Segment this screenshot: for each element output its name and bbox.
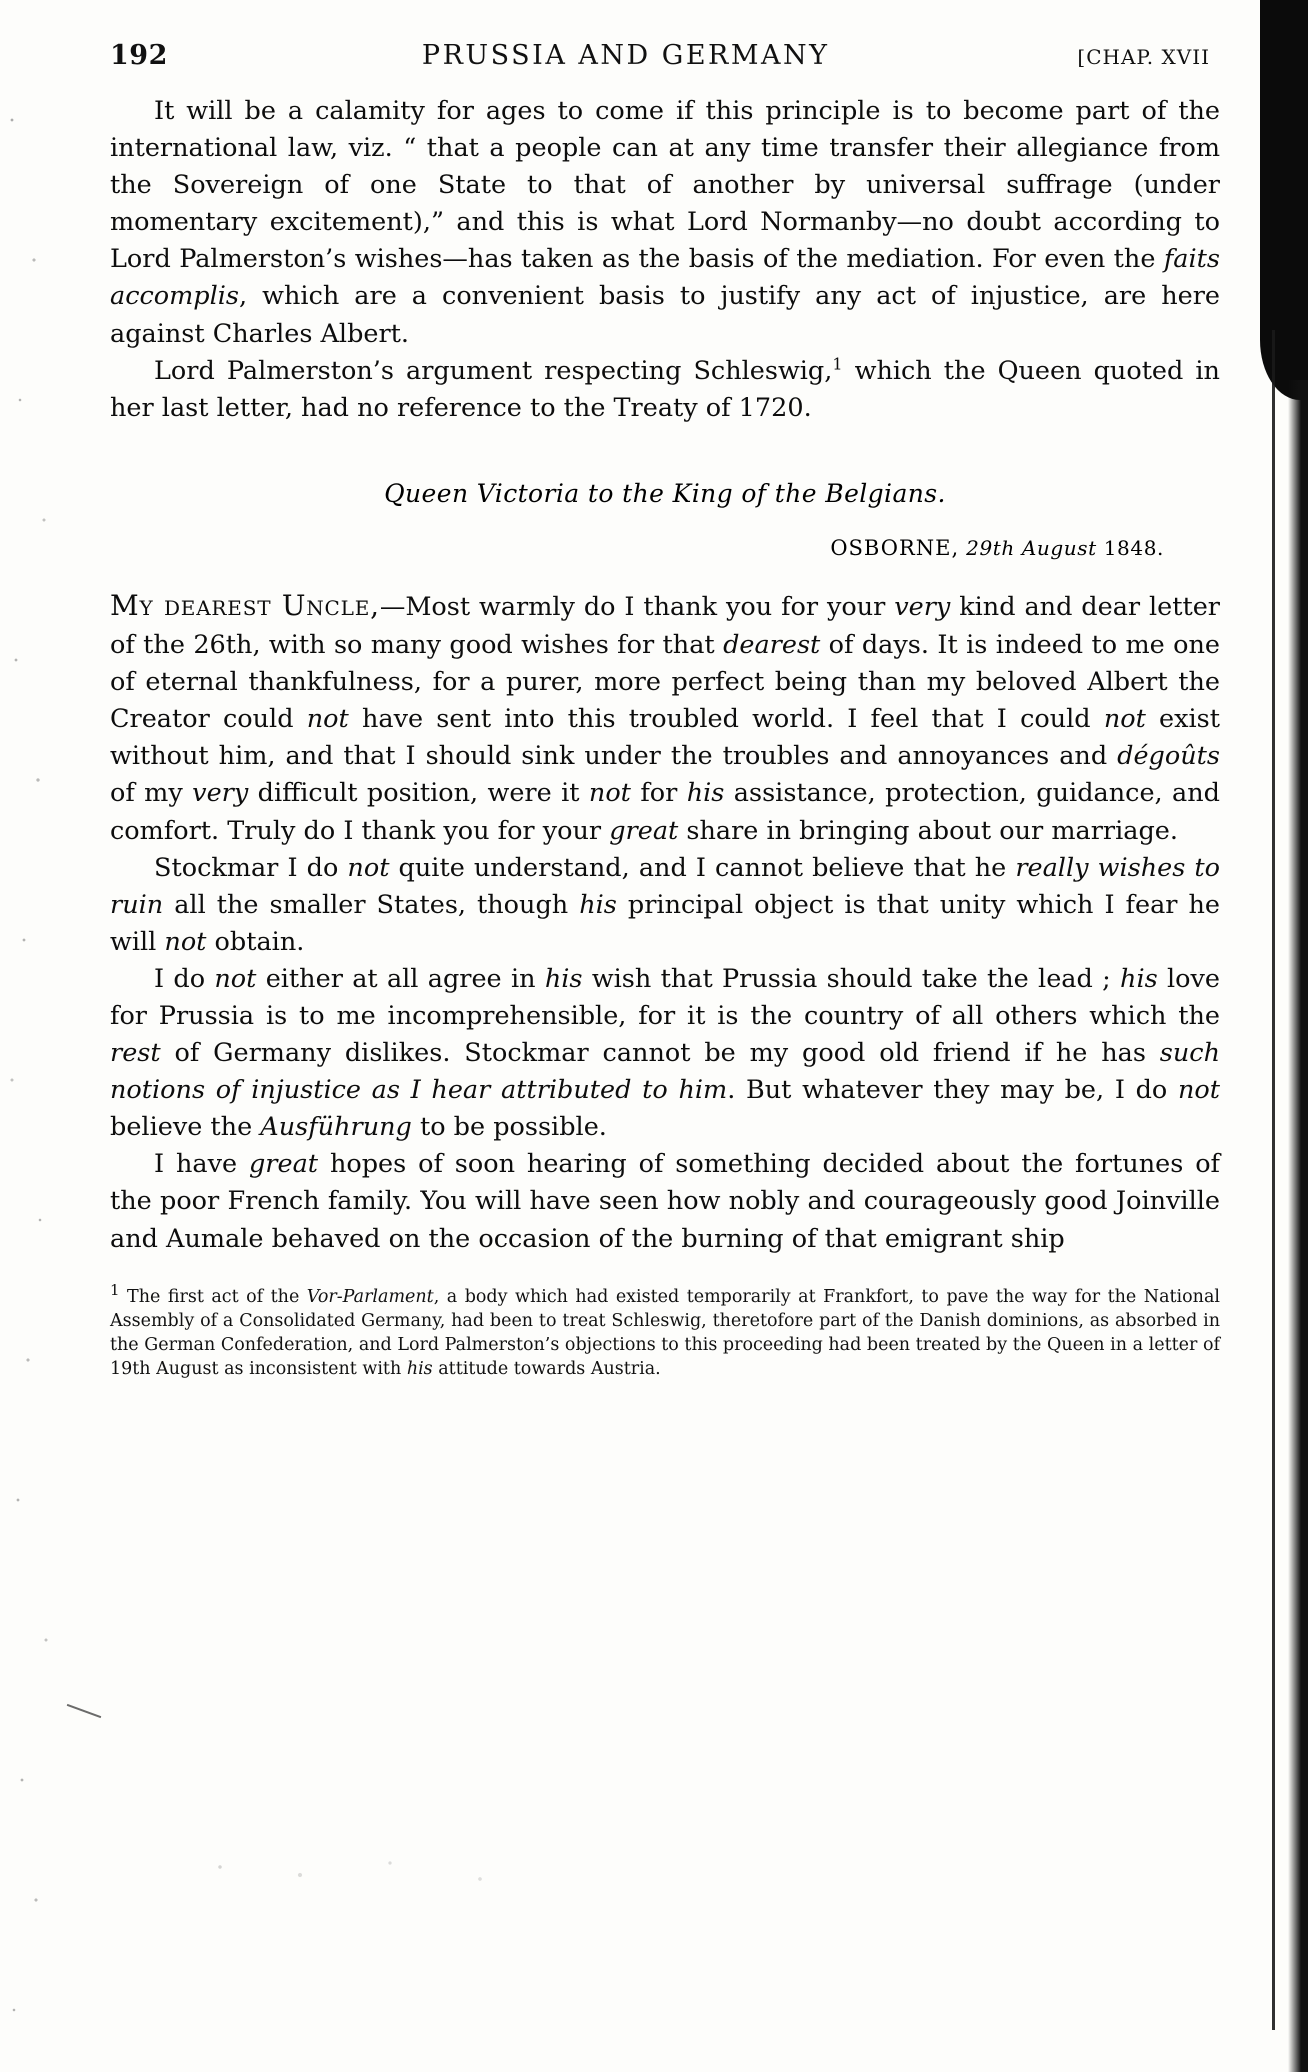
letter-dateline [110, 536, 1164, 560]
scan-speckle-bottom [190, 1855, 550, 1895]
scan-mark [67, 1704, 102, 1718]
footnote-marker: 1 [110, 1280, 120, 1299]
letter-paragraph-1-text: Stockmar I do not quite understand, and I cannot believe that he really wishes to ruin all the smaller States, though his principal object is that unity which I fear he will not obtain. [110, 852, 1220, 957]
letter-paragraph-3 [110, 1146, 1220, 1257]
letter-paragraph-2-text: I do not either at all agree in his wish that Prussia should take the lead ; his love for Prussia is to me incomprehensible, for it is the country of all others which the rest of Germany dislikes. Stockmar cannot be my good old friend if he has such notions of injustice as I hear attributed to him. But whatever they may be, I do not believe the Ausführung to be possible. [110, 963, 1220, 1143]
scan-artifact-edge-shadow [1288, 380, 1308, 2072]
running-title: PRUSSIA AND GERMANY [421, 40, 830, 71]
letter-paragraph-3-text: I have great hopes of soon hearing of something decided about the fortunes of the poor French family. You will have seen how nobly and courageously good Joinville and Aumale behaved on the occasion of the burning of that emigrant ship [110, 1149, 1220, 1254]
letter-paragraph-1 [110, 850, 1220, 961]
letter-date: 29th August [966, 536, 1097, 561]
scan-speckle-left [0, 0, 66, 2072]
footnote [110, 1280, 1220, 1381]
footnote-text: The first act of the Vor-Parlament, a body which had existed temporarily at Frankfort, to pave the way for the National Assembly of a Consolidated Germany, had been to treat Schleswig, theretofore part of the Danish dominions, as absorbed in the German Confederation, and Lord Palmerston’s objections to this proceeding had been treated by the Queen in a letter of 19th August as inconsistent with his attitude towards Austria. [110, 1286, 1220, 1379]
page-content [110, 40, 1220, 1381]
page-header [110, 40, 1220, 71]
letter-paragraph-2 [110, 961, 1220, 1146]
letter-salutation: My dearest Uncle, [110, 589, 380, 623]
paragraph-2 [110, 353, 1220, 428]
page-number: 192 [110, 40, 168, 71]
letter-opening-text: —Most warmly do I thank you for your very kind and dear letter of the 26th, with so many good wishes for that dearest of days. It is indeed to me one of eternal thankfulness, for a purer, more perfect being than my beloved Albert the Creator could not have sent into this troubled world. I feel that I could not exist without him, and that I should sink under the troubles and annoyances and dégoûts of my very difficult position, were it not for his assistance, protection, guidance, and comfort. Truly do I thank you for your great share in bringing about our marriage. [110, 592, 1221, 846]
letter-heading: Queen Victoria to the King of the Belgians. [384, 479, 946, 509]
paragraph-2-text: Lord Palmerston’s argument respecting Schleswig,$^1$ which the Queen quoted in her last letter, had no reference to the Treaty of 1720. [110, 354, 1220, 424]
letter-opening-paragraph [110, 586, 1220, 849]
paragraph-1-text: It will be a calamity for ages to come if this principle is to become part of the international law, viz. “ that a people can at any time transfer their allegiance from the Sovereign of one State to that of another by universal suffrage (under momentary excitement),” and this is what Lord Normanby—no doubt according to Lord Palmerston’s wishes—has taken as the basis of the mediation. For even the faits accomplis, which are a convenient basis to justify any act of injustice, are here against Charles Albert. [110, 96, 1220, 349]
letter-year: 1848. [1103, 536, 1164, 561]
letter-place: OSBORNE, [830, 536, 960, 561]
chapter-reference: [CHAP. XVII [1077, 45, 1210, 69]
paragraph-1 [110, 93, 1220, 353]
scan-artifact-binding-line [1272, 330, 1275, 2030]
scan-artifact-dark-blot [1260, 0, 1308, 400]
